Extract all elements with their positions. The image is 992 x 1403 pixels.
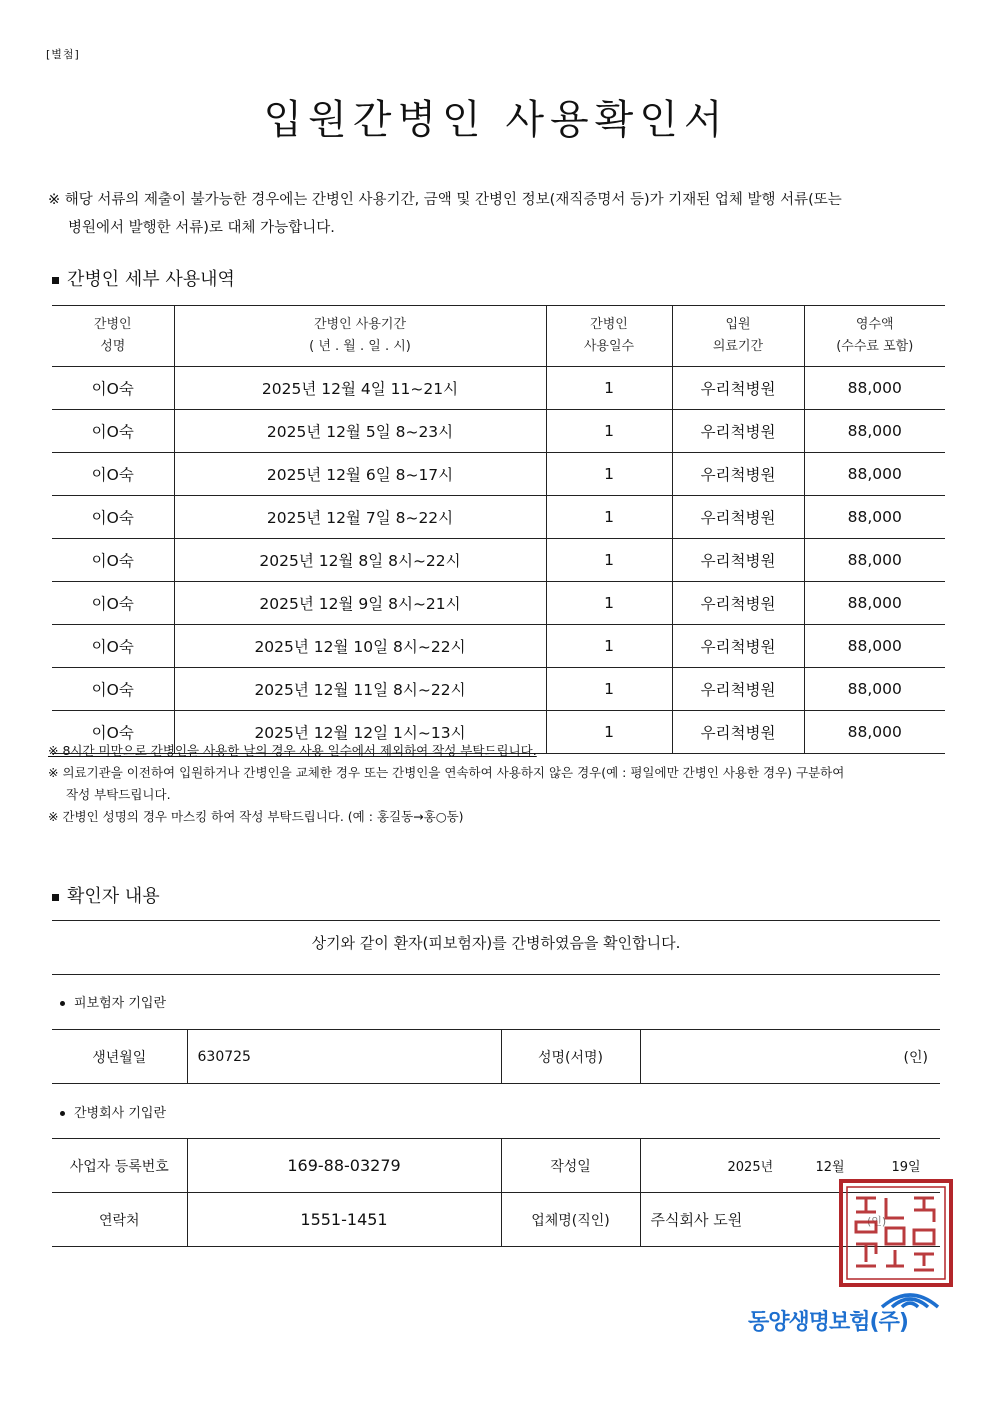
company-row-1	[52, 1139, 940, 1193]
name-label: 성명(서명)	[501, 1030, 640, 1084]
seal-mark: (인)	[903, 1049, 928, 1066]
detail-heading-text: 간병인 세부 사용내역	[67, 269, 235, 290]
footnote-1: ※ 8시간 미만으로 간병인을 사용한 날의 경우 사용 일수에서 제외하여 작성 부탁드립니다.	[48, 743, 537, 758]
detail-section-heading	[52, 265, 235, 291]
footnote-2: ※ 의료기관을 이전하여 입원하거나 간병인을 교체한 경우 또는 간병인을 연속하여 사용하지 않은 경우(예 : 평일에만 간병인 사용한 경우) 구분하여	[48, 765, 845, 780]
insured-row	[52, 1030, 940, 1084]
company-seal-stamp	[838, 1178, 954, 1288]
dob-value: 630725	[187, 1030, 501, 1084]
confirm-statement: 상기와 같이 환자(피보험자)를 간병하였음을 확인합니다.	[311, 934, 681, 952]
intro-note-line2: 병원에서 발행한 서류)로 대체 가능합니다.	[68, 220, 335, 236]
col-header-hospital: 입원 의료기간	[672, 306, 804, 367]
table-row: 이O숙 2025년 12월 6일 8~17시 1 우리척병원 88,000	[52, 453, 945, 496]
confirm-section-heading	[52, 882, 160, 908]
company-name-label: 업체명(직인)	[501, 1193, 640, 1247]
contact-value: 1551-1451	[187, 1193, 501, 1247]
col-header-name: 간병인 성명	[52, 306, 174, 367]
table-header-row	[52, 306, 945, 367]
table-row: 이O숙 2025년 12월 7일 8~22시 1 우리척병원 88,000	[52, 496, 945, 539]
date-label: 작성일	[501, 1139, 640, 1193]
bullet-icon	[60, 1111, 65, 1116]
company-table	[52, 1138, 940, 1247]
page-title: 입원간병인 사용확인서	[263, 97, 729, 143]
col-header-days: 간병인 사용일수	[546, 306, 672, 367]
date-year: 2025년	[727, 1160, 774, 1175]
name-signature-cell	[640, 1030, 940, 1084]
table-row: 이O숙 2025년 12월 4일 11~21시 1 우리척병원 88,000	[52, 367, 945, 410]
square-bullet-icon	[52, 277, 59, 284]
intro-note	[48, 186, 948, 242]
divider	[52, 920, 940, 921]
date-day: 19일	[891, 1160, 921, 1175]
insured-subheading: 피보험자 기입란	[60, 992, 166, 1011]
date-month: 12월	[815, 1160, 845, 1175]
footnotes	[48, 740, 948, 828]
table-row: 이O숙 2025년 12월 10일 8시~22시 1 우리척병원 88,000	[52, 625, 945, 668]
table-row: 이O숙 2025년 12월 8일 8시~22시 1 우리척병원 88,000	[52, 539, 945, 582]
biz-number-label: 사업자 등록번호	[52, 1139, 187, 1193]
insured-table	[52, 1029, 940, 1084]
table-row: 이O숙 2025년 12월 5일 8~23시 1 우리척병원 88,000	[52, 410, 945, 453]
intro-note-line1: ※ 해당 서류의 제출이 불가능한 경우에는 간병인 사용기간, 금액 및 간병인 정보(재직증명서 등)가 기재된 업체 발행 서류(또는	[48, 192, 842, 208]
table-row: 이O숙 2025년 12월 9일 8시~21시 1 우리척병원 88,000	[52, 582, 945, 625]
col-header-period: 간병인 사용기간 ( 년 . 월 . 일 . 시)	[174, 306, 546, 367]
usage-detail-table	[52, 305, 945, 754]
bullet-icon	[60, 1001, 65, 1006]
square-bullet-icon	[52, 894, 59, 901]
contact-label: 연락처	[52, 1193, 187, 1247]
footnote-2-cont: 작성 부탁드립니다.	[66, 787, 171, 802]
divider	[52, 974, 940, 975]
company-seal-mark: (인)	[867, 1215, 887, 1228]
confirm-heading-text: 확인자 내용	[67, 886, 160, 907]
brand-logo-text: 동양생명보험(주)	[748, 1310, 908, 1335]
company-subheading: 간병회사 기입란	[60, 1102, 166, 1121]
company-name-value: 주식회사 도원	[650, 1211, 743, 1229]
dob-label: 생년월일	[52, 1030, 187, 1084]
table-row: 이O숙 2025년 12월 12일 1시~13시 1 우리척병원 88,000	[52, 711, 945, 754]
company-row-2	[52, 1193, 940, 1247]
biz-number-value: 169-88-03279	[187, 1139, 501, 1193]
attachment-tag: [별첨]	[46, 48, 80, 61]
col-header-amount: 영수액 (수수료 포함)	[804, 306, 945, 367]
table-row: 이O숙 2025년 12월 11일 8시~22시 1 우리척병원 88,000	[52, 668, 945, 711]
footnote-3: ※ 간병인 성명의 경우 마스킹 하여 작성 부탁드립니다. (예 : 홍길동→홍○동)	[48, 809, 464, 824]
